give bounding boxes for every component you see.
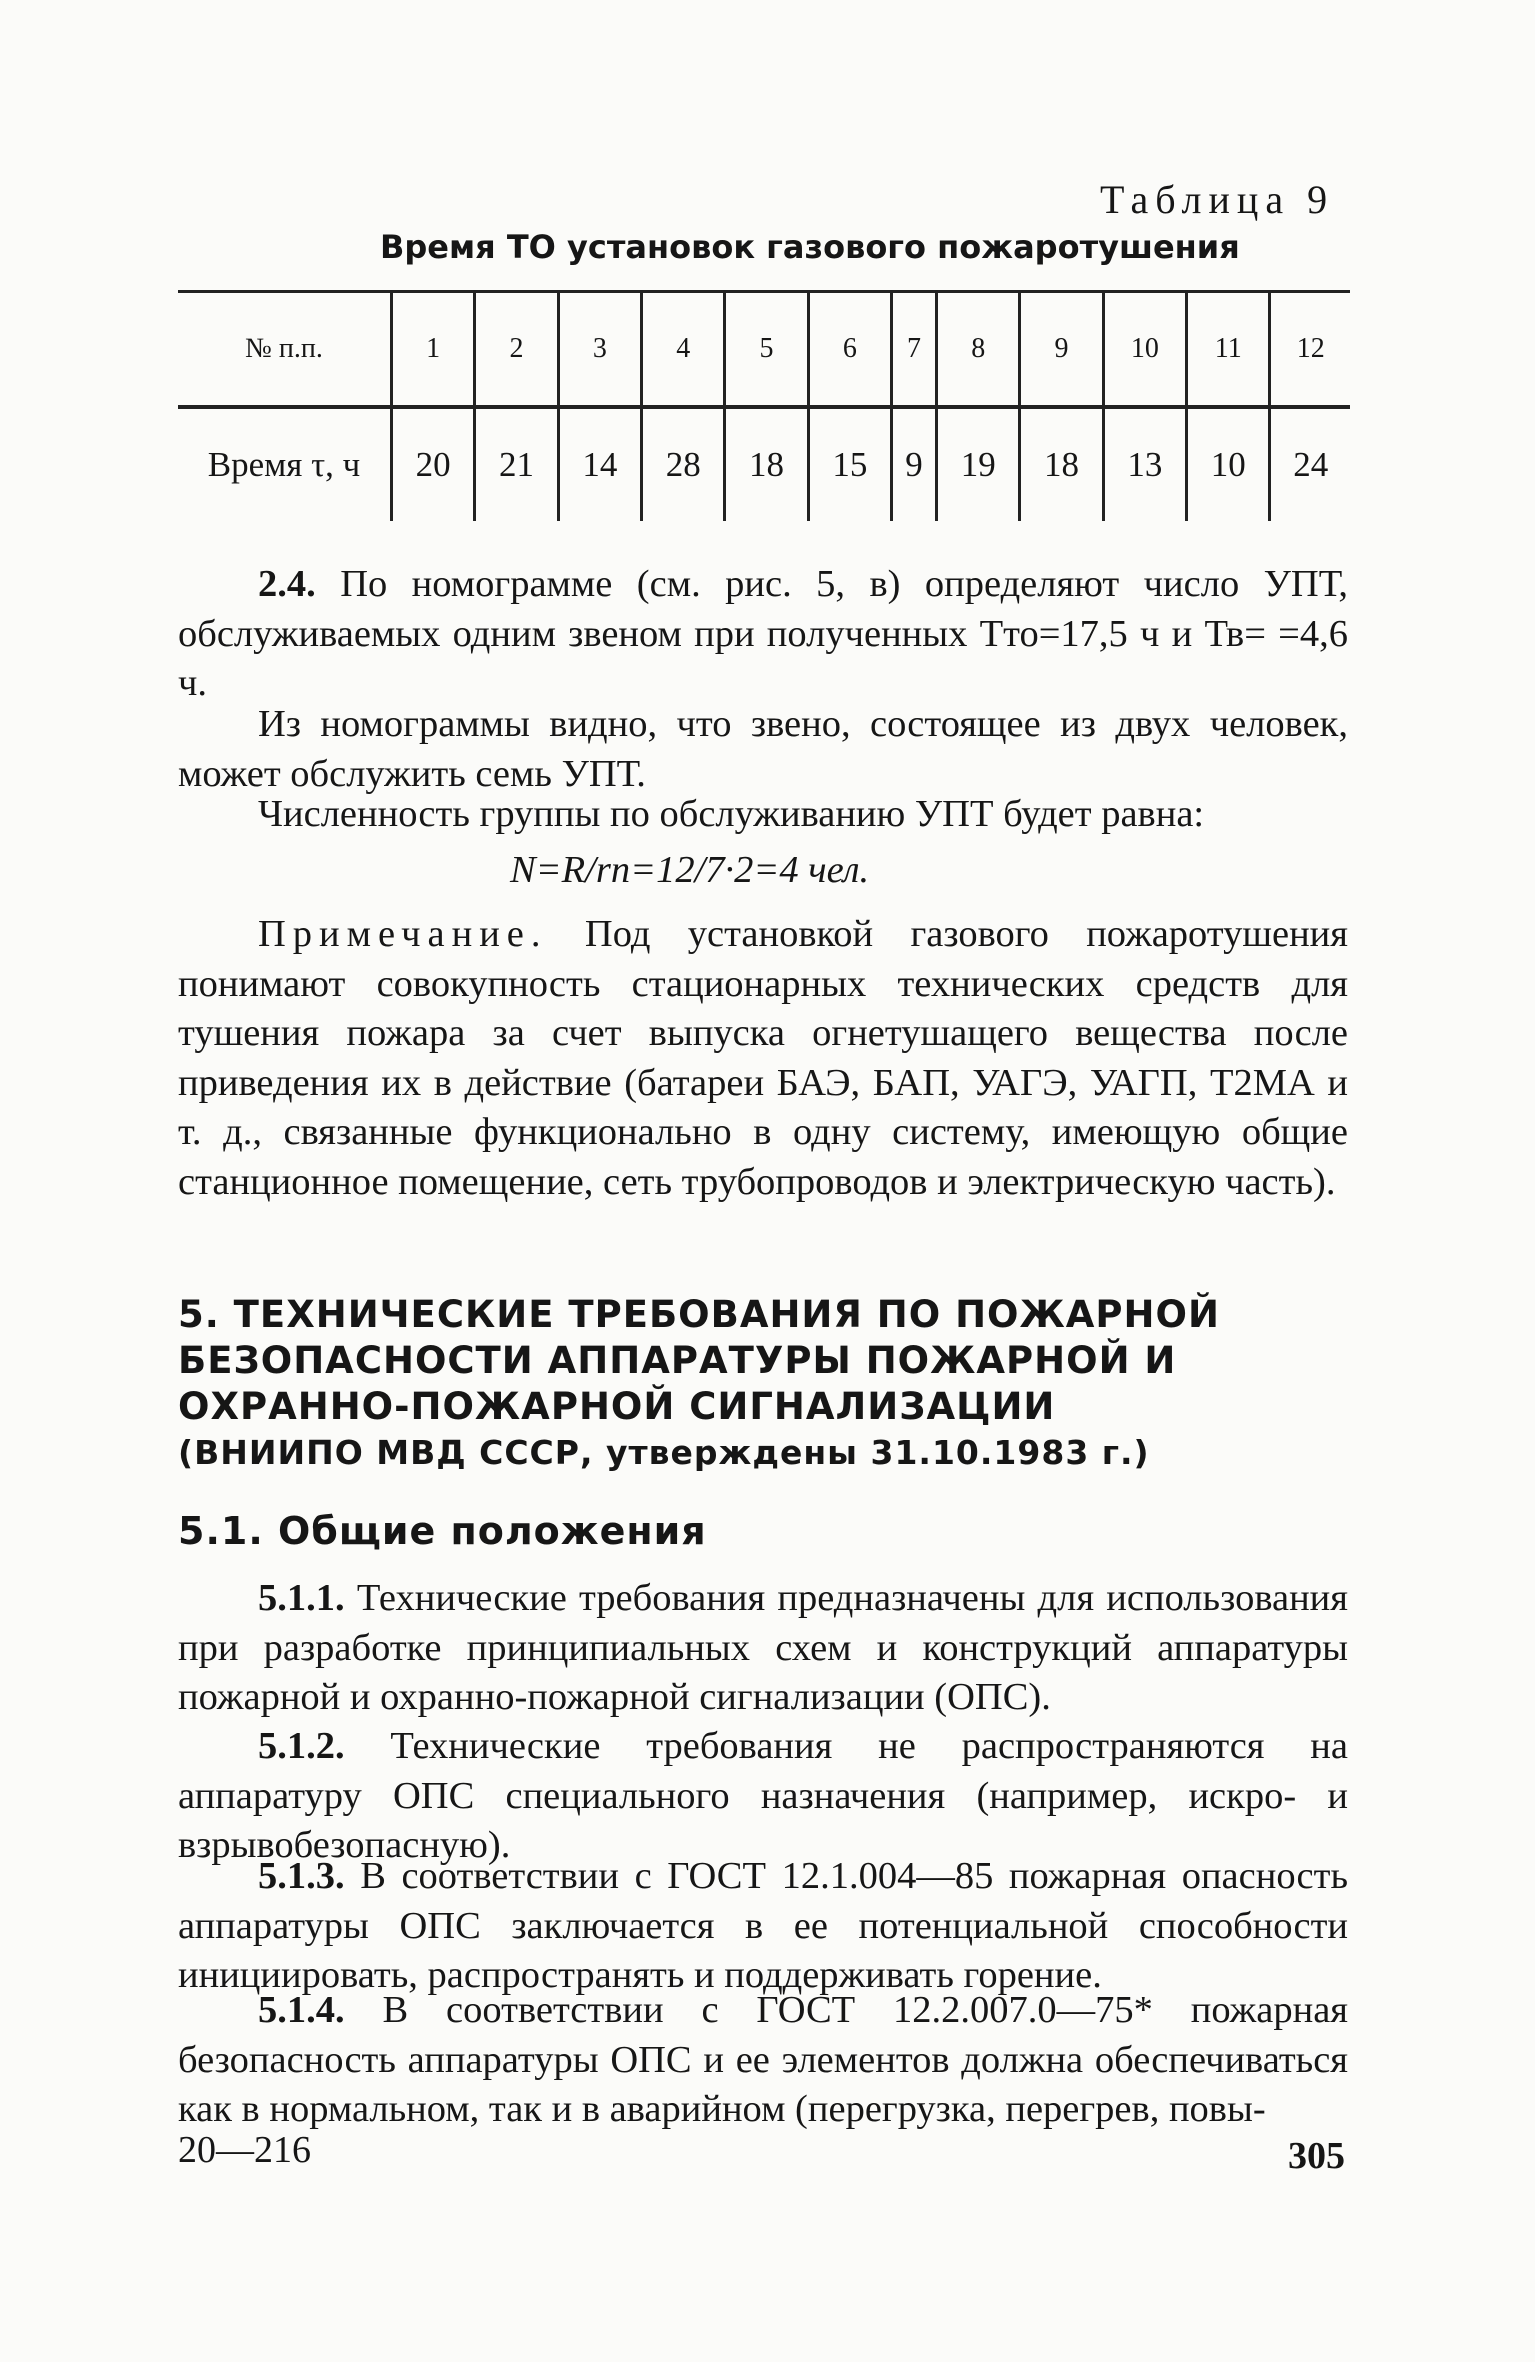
clause-text: В соответствии с ГОСТ 12.2.007.0—75* пожарная безопасность аппаратуры ОПС и ее элементов должна обеспечиваться как в нормальном, так и в аварийном (перегрузка, перегрев, повы- [178,1989,1349,2130]
table-cell: 18 [1020,407,1103,521]
paragraph-text: Из номограммы видно, что звено, состоящее из двух человек, может обслужить семь УПТ. [178,703,1348,795]
table-cell: 21 [475,407,558,521]
column-header: 2 [475,292,558,408]
printer-signature: 20—216 [178,2129,311,2171]
table-cell: 10 [1187,407,1270,521]
section-heading: 5. ТЕХНИЧЕСКИЕ ТРЕБОВАНИЯ ПО ПОЖАРНОЙ [178,1293,1220,1336]
table-cell: 9 [892,407,937,521]
table-cell: 14 [558,407,641,521]
note-label: Примечание. [258,913,548,955]
table-cell: 19 [937,407,1020,521]
table-cell: 20 [392,407,475,521]
clause-text: Технические требования не распространяются на аппаратуру ОПС специального назначения (например, искро- и взрывобезопасную). [178,1725,1348,1866]
table-title: Время ТО установок газового пожаротушения [380,228,1240,266]
page-number: 305 [1288,2135,1345,2177]
column-header: 6 [808,292,891,408]
clause [178,1574,1348,1723]
table-header-row [178,292,1350,408]
clause-number: 5.1.3. [258,1855,345,1897]
table-cell: 18 [725,407,808,521]
note-text: Под установкой газового пожаротушения понимают совокупность стационарных технических средств для тушения пожара за счет выпуска огнетушащего вещества после приведения их в действие (батареи БАЭ, БАП, УАГЭ, УАГП, Т2МА и т. д., связанные функционально в одну систему, имеющую общие станционное помещение, сеть трубопроводов и электрическую часть). [178,913,1348,1203]
paragraph-2-4 [178,560,1348,709]
column-header: 5 [725,292,808,408]
header-label: № п.п. [178,292,392,408]
clause-text: Технические требования предназначены для использования при разработке принципиальных схем и конструкций аппаратуры пожарной и охранно-пожарной сигнализации (ОПС). [178,1577,1348,1718]
paragraph-text: По номограмме (см. рис. 5, в) определяют число УПТ, обслуживаемых одним звеном при полученных Тто=17,5 ч и Тв= =4,6 ч. [178,563,1348,704]
section-heading: (ВНИИПО МВД СССР, утверждены 31.10.1983 г.) [178,1433,1150,1472]
column-header: 7 [892,292,937,408]
clause [178,1852,1348,2001]
row-label: Время τ, ч [207,445,361,484]
clause-number: 5.1.2. [258,1725,345,1767]
column-header: 11 [1187,292,1270,408]
table-cell: 13 [1103,407,1186,521]
column-header: 8 [937,292,1020,408]
column-header: 9 [1020,292,1103,408]
formula: N=R/rn=12/7·2=4 чел. [510,849,870,891]
column-header: 3 [558,292,641,408]
note-paragraph [178,910,1348,1207]
column-header: 1 [392,292,475,408]
clause-text: В соответствии с ГОСТ 12.1.004—85 пожарная опасность аппаратуры ОПС заключается в ее потенциальной способности инициировать, распространять и поддерживать горение. [178,1855,1349,1996]
paragraph-number: 2.4. [258,563,316,605]
section-heading: ОХРАННО-ПОЖАРНОЙ СИГНАЛИЗАЦИИ [178,1385,1056,1428]
column-header: 12 [1270,292,1350,408]
table-row [178,407,1350,521]
table-cell: 15 [808,407,891,521]
sub-heading: 5.1. Общие положения [178,1509,707,1553]
table-label: Таблица 9 [1100,177,1335,222]
table-cell: 24 [1270,407,1350,521]
clause-number: 5.1.4. [258,1989,345,2031]
table-9 [178,290,1350,521]
paragraph-text: Численность группы по обслуживанию УПТ будет равна: [258,793,1205,835]
section-heading: БЕЗОПАСНОСТИ АППАРАТУРЫ ПОЖАРНОЙ И [178,1339,1177,1382]
clause [178,1986,1348,2135]
clause-number: 5.1.1. [258,1577,345,1619]
clause [178,1722,1348,1871]
column-header: 10 [1103,292,1186,408]
column-header: 4 [642,292,725,408]
table-cell: 28 [642,407,725,521]
